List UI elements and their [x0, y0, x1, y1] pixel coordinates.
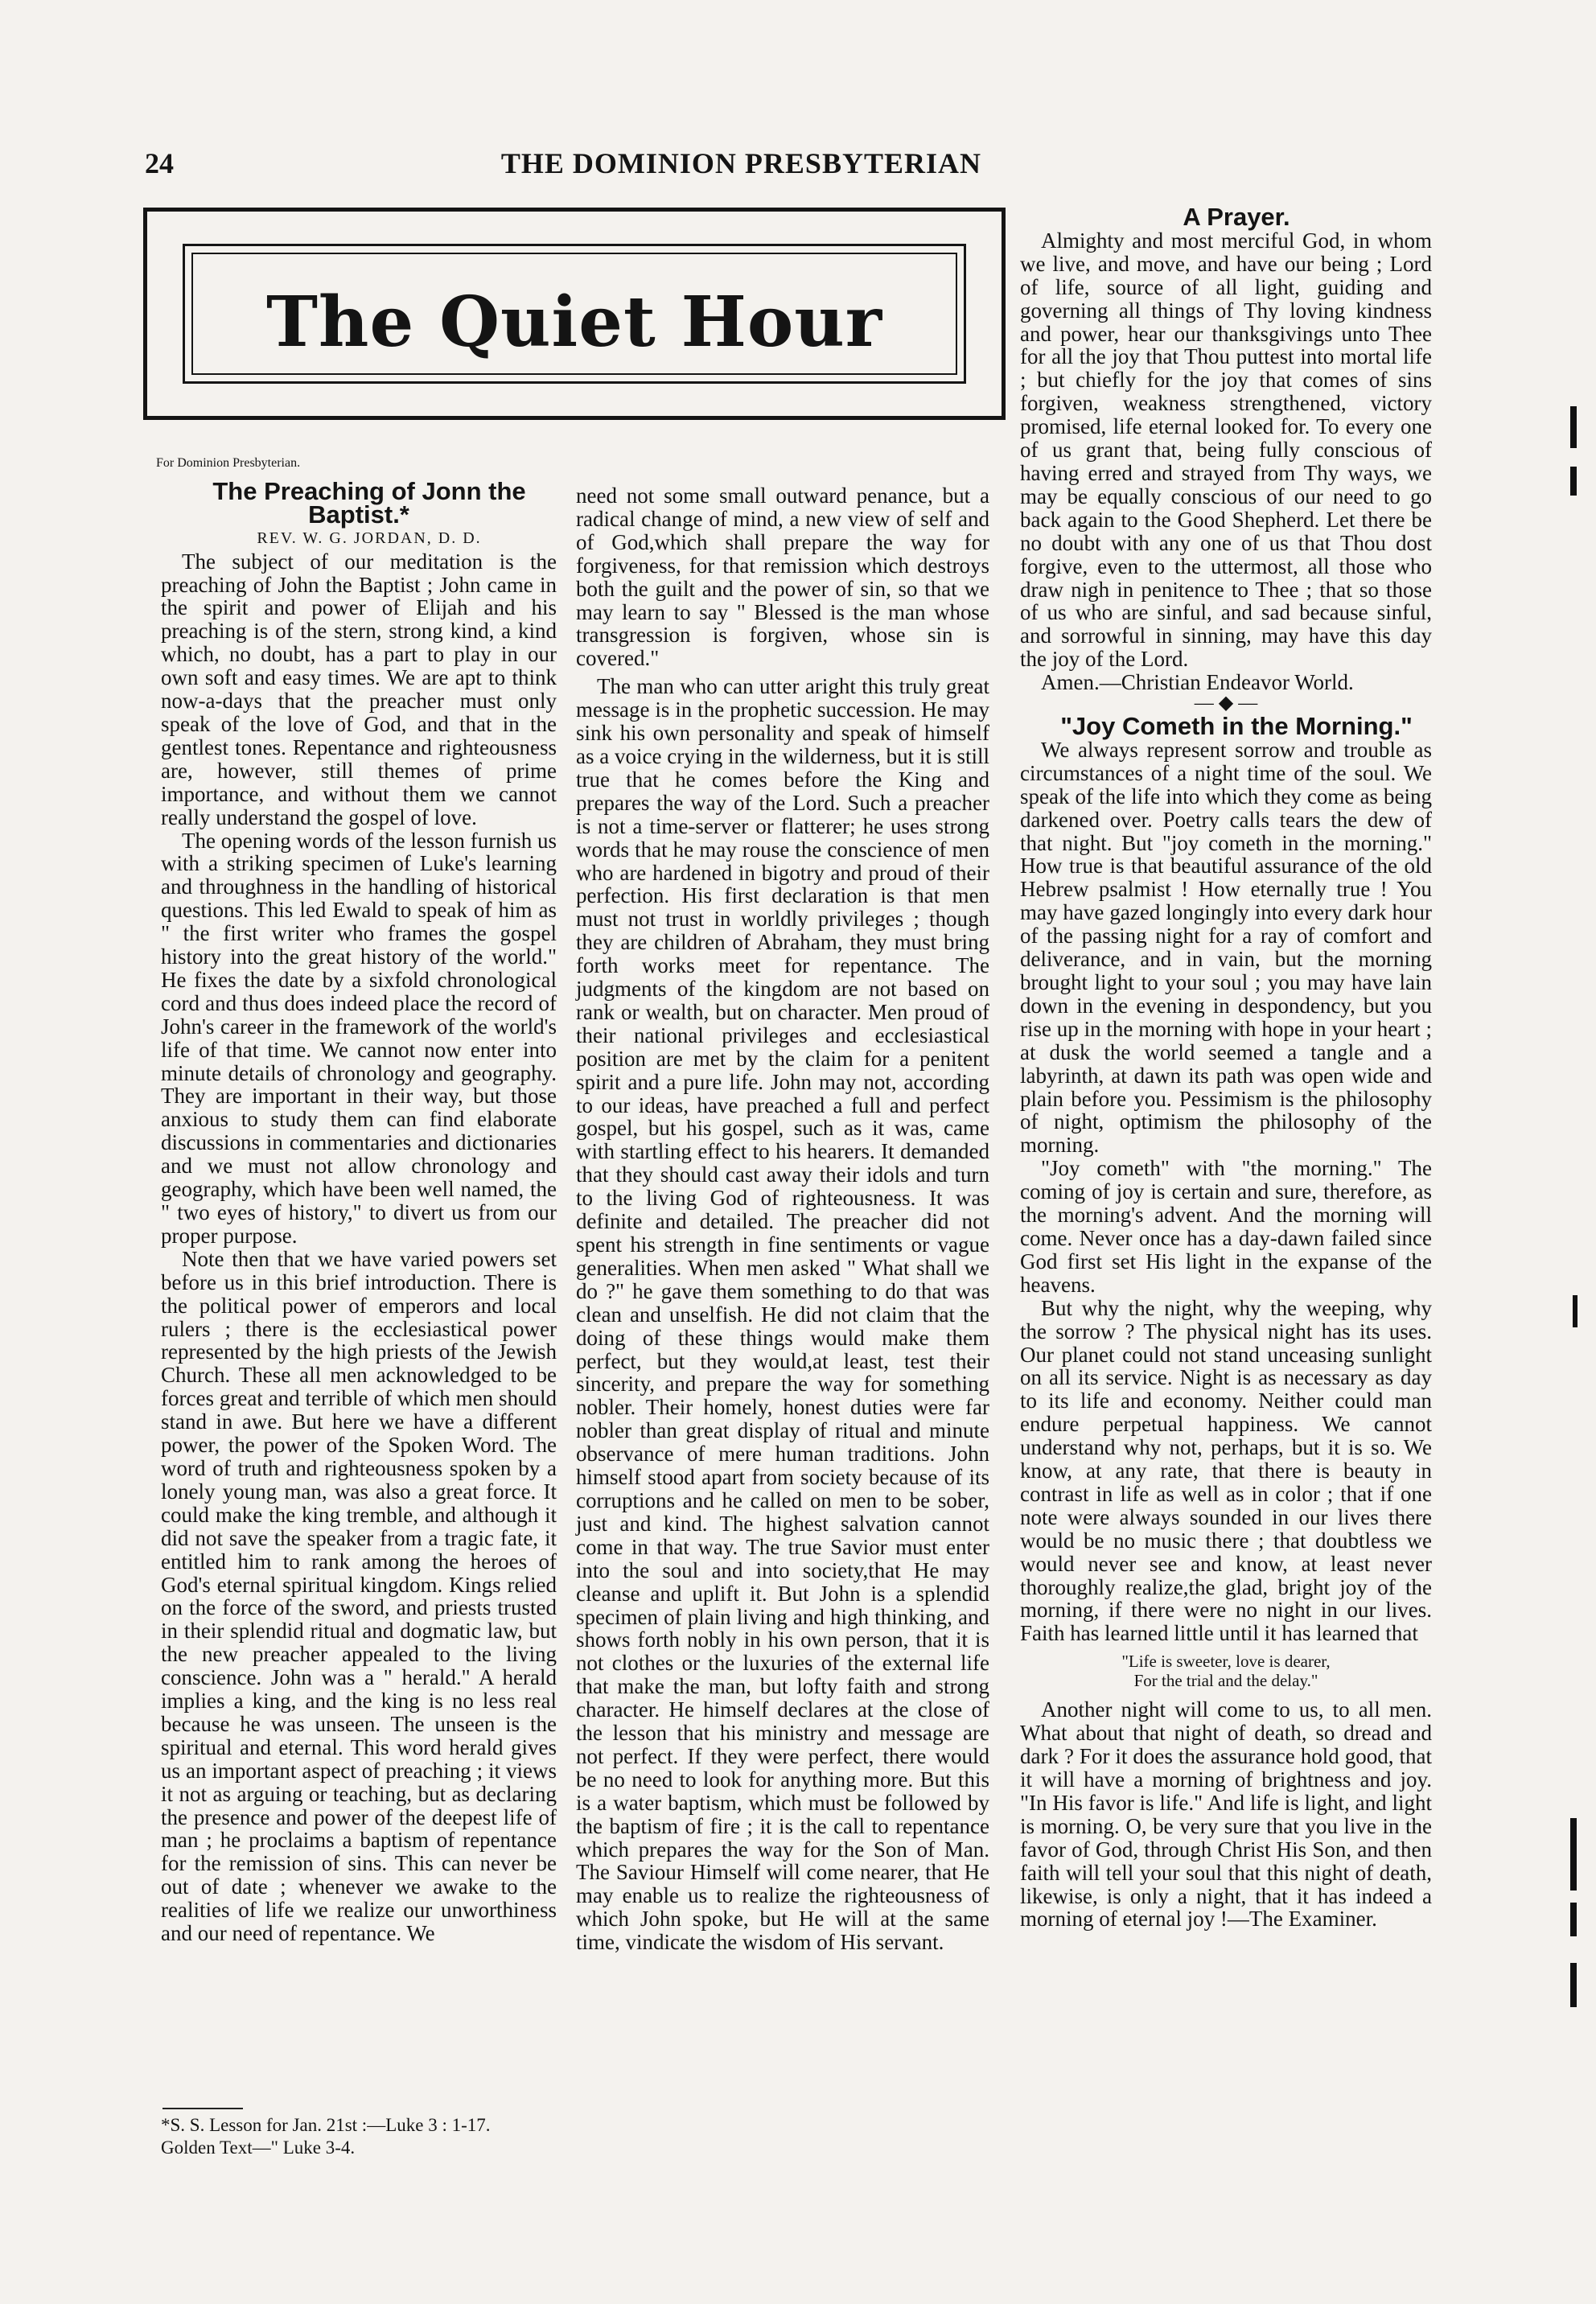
page-number: 24 [145, 147, 174, 179]
section-title: The Quiet Hour [265, 282, 883, 363]
prayer-title: A Prayer. [1183, 203, 1290, 231]
scan-edge-mark [1573, 1295, 1577, 1327]
scan-edge-mark [1570, 406, 1577, 448]
joy-closing-paragraph: Another night will come to us, to all men. What about that night of death, so dread and dark ? For it does the assurance hold good, that it will have a morning of brightness and joy. "In His favor is life." And life is light, and light is morning. O, be very sure that you live in the favor of God, through Christ His Son, and then faith will tell your soul that this night of death, likewise, is only a night, that it has indeed a morning of eternal joy !—The Examiner. [1020, 1697, 1432, 1932]
journal-title: THE DOMINION PRESBYTERIAN [500, 147, 981, 179]
poem-line: "Life is sweeter, love is dearer, [1121, 1652, 1331, 1672]
poem-quote [1020, 1652, 1432, 1690]
joy-paragraph: We always represent sorrow and trouble as circumstances of a night time of the soul. We speak of the life into which they come as being darkened over. Poetry calls tears the dew of that night. But "joy cometh in the morning." How true is that beautiful assurance of the old Hebrew psalmist ! How eternally true ! You may have gazed longingly into every dark hour of the passing night for a ray of comfort and deliverance, and in vain, but the morning brought light to your soul ; you may have lain down in the evening in despondency, but you rise up in the morning with hope in your heart ; at dusk the world seemed a tangle and a labyrinth, at dawn its path was open wide and plain before you. Pessimism is the philosophy of night, optimism the philosophy of the morning. [1020, 737, 1432, 1158]
scan-edge-mark [1570, 1818, 1577, 1891]
poem-line: For the trial and the delay." [1133, 1671, 1318, 1691]
article-paragraph: need not some small outward penance, but a radical change of mind, a new view of self and of God,which shall prepare the way for forgiveness, for that remission which destroys both the guilt and the power of sin, so that we may learn to say " Blessed is the man whose transgression is forgiven, whose sin is covered." [576, 483, 989, 671]
joy-paragraph: But why the night, why the weeping, why the sorrow ? The physical night has its uses. Our planet could not stand unceasing sunlight on all its service. Night is as necessary as day to its life and economy. Neither could man endure perpetual happiness. We cannot understand why not, perhaps, but it is so. We know, at any rate, that there is beauty in contrast in life as well as in color ; that if one note were always sounded in our lives there would be no music there ; that doubtless we would never see and know, at least never thoroughly realize,the glad, bright joy of the morning, if there were no night in our lives. Faith has learned little until it has learned that [1020, 1295, 1432, 1646]
column-3 [1020, 203, 1432, 1932]
divider-ornament: — ◆ — [1194, 693, 1258, 714]
section-title-inner-frame-2 [191, 253, 957, 375]
prayer-signoff: Amen.—Christian Endeavor World. [1041, 670, 1354, 695]
article-paragraph: Note then that we have varied powers set before us in this brief introduction. There is the political power of emperors and local rulers ; there is the ecclesiastical power represented by the high priests of the Jewish Church. These all men acknowledged to be forces great and terrible of which men should stand in awe. But here we have a different power, the power of the Spoken Word. The word of truth and righteousness spoken by a lonely young man, was also a great force. It could make the king tremble, and although it did not save the speaker from a tragic fate, it entitled him to rank among the heroes of God's eternal spiritual kingdom. Kings relied on the force of the sword, and priests trusted in their splendid ritual and dogmatic law, but the new preacher appealed to the living conscience. John was a " herald." A herald implies a king, and the king is no less real because he was unseen. The unseen is the spiritual and eternal. This word herald gives us an important aspect of preaching ; it views it not as arguing or teaching, but as declaring the presence and power of the deepest life of man ; he proclaims a baptism of repentance for the remission of sins. This can never be out of date ; whenever we awake to the realities of life we realize our unworthiness and our need of repentance. We [161, 1246, 557, 1946]
article-byline: REV. W. G. JORDAN, D. D. [257, 529, 482, 547]
footnote [161, 2114, 563, 2159]
section-title-frame [143, 208, 1006, 420]
article-paragraph: The opening words of the lesson furnish us with a striking specimen of Luke's learning and throughness in the handling of historical questions. This led Ewald to speak of him as " the first writer who frames the gospel history into the great history of the world." He fixes the date by a sixfold chronological cord and thus does indeed place the record of John's career in the framework of the world's life of that time. We cannot now enter into minute details of chronology and geography. They are important in their way, but those anxious to study them can find elaborate discussions in commentaries and dictionaries and we must not allow chronology and geography, which have been well named, the " two eyes of history," to divert us from our proper purpose. [161, 828, 557, 1248]
joy-paragraph: "Joy cometh" with "the morning." The coming of joy is certain and sure, therefore, as the morning's advent. And the morning will come. Never once has a day-dawn failed since God first set His light in the expanse of the heavens. [1020, 1156, 1432, 1297]
article-paragraph: The subject of our meditation is the preaching of John the Baptist ; John came in the spirit and power of Elijah and his preaching is of the stern, strong kind, a kind which, no doubt, has a part to play in our own soft and easy times. We are apt to think now-a-days that the preacher must only speak of the love of God, and that in the gentlest tones. Repentance and righteousness are, however, still themes of prime importance, and without them we cannot really understand the gospel of love. [161, 549, 557, 829]
column-2 [576, 484, 989, 1954]
scan-edge-mark [1570, 1963, 1577, 2007]
footnote-rule [162, 2108, 243, 2109]
page-header [145, 143, 981, 183]
column-1 [156, 452, 557, 1946]
footnote-line: *S. S. Lesson for Jan. 21st :—Luke 3 : 1-17. [161, 2115, 491, 2135]
article-title: The Preaching of Jonn the Baptist.* [212, 476, 526, 529]
section-title-inner-frame [183, 244, 966, 384]
prayer-text: Almighty and most merciful God, in whom we live, and move, and have our being ; Lord of life, source of all light, guiding and governing all things of Thy loving kindness and power, hear our thanksgivings unto Thee for all the joy that Thou puttest into mortal life ; but chiefly for the joy that comes of sins forgiven, weakness strengthened, victory promised, life eternal looked for. To every one of us grant that, being fully conscious of having erred and strayed from Thy ways, we may be equally conscious of our need to go back again to the Good Shepherd. Let there be no doubt with any one of us that Thou dost forgive, even to the uttermost, all those who draw nigh in penitence to Thee ; that so those of us who are sinful, and sad because sinful, and sorrowful in sinning, may have this day the joy of the Lord. [1020, 228, 1432, 672]
scan-edge-mark [1570, 467, 1577, 496]
footnote-line: Golden Text—" Luke 3-4. [161, 2137, 356, 2158]
article-paragraph: The man who can utter aright this truly great message is in the prophetic succession. He may sink his own personality and speak of himself as a voice crying in the wilderness, but it is still true that he comes before the King and prepares the way of the Lord. Such a preacher is not a time-server or flatterer; he uses strong words that he may rouse the conscience of men who are hardened in bigotry and proud of their perfection. His first declaration is that men must not trust in worldly privileges ; though they are children of Abraham, they must bring forth works meet for repentance. The judgments of the kingdom are not based on rank or wealth, but on character. Men proud of their national privileges and ecclesiastical position are met by the claim for a penitent spirit and a pure life. John may not, according to our ideas, have preached a full and perfect gospel, but his gospel, such as it was, came with startling effect to his hearers. It demanded that they should cast away their idols and turn to the living God of righteousness. It was definite and detailed. The preacher did not spent his strength in fine sentiments or vague generalities. When men asked " What shall we do ?" he gave them something to do that was clean and unselfish. He did not claim that the doing of these things would make them perfect, but they would,at least, test their sincerity, and prepare the way for something nobler. Their homely, honest duties were far nobler than great display of ritual and minute observance of mere human traditions. John himself stood apart from society because of its corruptions and he called on men to be sober, just and kind. The highest salvation cannot come in that way. The true Savior must enter into the soul and into society,that He may cleanse and uplift it. But John is a splendid specimen of plain living and high thinking, and shows forth nobly in his own person, that it is not clothes or the luxuries of the external life that make the man, but lofty faith and strong character. He himself declares at the close of the lesson that his ministry and message are not perfect. If they were perfect, there would be no need to look for anything more. But this is a water baptism, which must be followed by the baptism of fire ; it is the call to repentance which prepares the way for the Son of Man. The Saviour Himself will come nearer, that He may enable us to realize the righteousness of which John spoke, but He will at the same time, vindicate the wisdom of His servant. [576, 674, 989, 1955]
scan-edge-mark [1570, 1903, 1577, 1936]
joy-article-title: "Joy Cometh in the Morning." [1060, 712, 1413, 741]
article-credit: For Dominion Presbyterian. [156, 456, 301, 470]
